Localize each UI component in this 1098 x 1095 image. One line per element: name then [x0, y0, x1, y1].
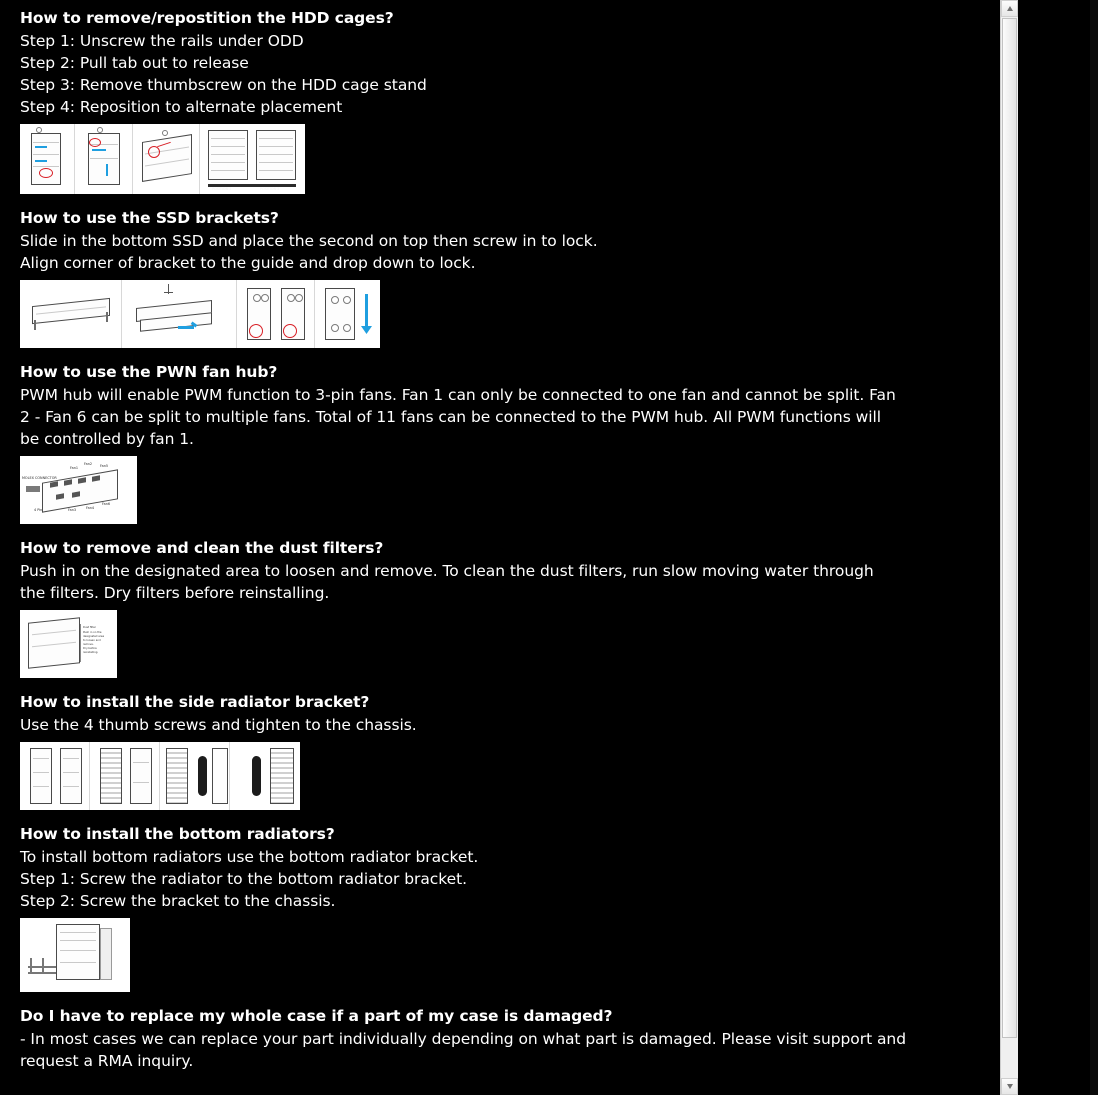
answer-line: Step 2: Pull tab out to release [20, 54, 249, 72]
scroll-down-arrow-icon [1007, 1084, 1013, 1089]
answer-line: Use the 4 thumb screws and tighten to the chassis. [20, 716, 417, 734]
bottom-radiator-diagram [20, 918, 130, 992]
scroll-down-button[interactable] [1001, 1078, 1018, 1095]
figure-label: Fan2 [84, 462, 93, 466]
figure-label: MOLEX CONNECTOR [22, 476, 57, 480]
faq-answer [20, 1028, 970, 1072]
right-black-panel [1018, 0, 1098, 1095]
right-edge-strip [1090, 0, 1098, 1095]
figure-label: Fan6 [102, 502, 111, 506]
figure-label: POSITION 1 [212, 187, 232, 191]
answer-line: Step 4: Reposition to alternate placement [20, 98, 343, 116]
faq-question: How to use the SSD brackets? [20, 209, 279, 227]
scroll-up-arrow-icon [1007, 6, 1013, 11]
figure-label: Fan5 [100, 464, 109, 468]
faq-item-ssd-brackets [20, 208, 1000, 348]
answer-line: Step 1: Unscrew the rails under ODD [20, 32, 304, 50]
faq-question: How to remove and clean the dust filters? [20, 539, 384, 557]
hdd-cage-removal-diagram [20, 124, 305, 194]
faq-answer [20, 560, 970, 604]
faq-item-side-radiator-bracket [20, 692, 1000, 810]
figure-label: POSITION 2 [260, 187, 280, 191]
faq-question: How to install the bottom radiators? [20, 825, 335, 843]
diagram-panel [315, 280, 380, 348]
pwm-fan-hub-diagram [20, 456, 137, 524]
scroll-thumb[interactable] [1002, 18, 1017, 1038]
ssd-bracket-diagram [20, 280, 380, 348]
figure-label: Fan3 [68, 508, 77, 512]
answer-line: request a RMA inquiry. [20, 1052, 194, 1070]
diagram-panel [90, 742, 160, 810]
faq-answer [20, 714, 970, 736]
answer-line: Step 1: Screw the radiator to the bottom radiator bracket. [20, 870, 468, 888]
faq-answer [20, 30, 970, 118]
figure-label: 4 Pin [34, 508, 43, 512]
side-radiator-bracket-diagram [20, 742, 300, 810]
faq-answer [20, 230, 970, 274]
faq-question: How to use the PWN fan hub? [20, 363, 278, 381]
diagram-panel [75, 124, 133, 194]
diagram-panel [200, 124, 305, 194]
faq-question: How to remove/repostition the HDD cages? [20, 9, 394, 27]
answer-line: 2 - Fan 6 can be split to multiple fans. Total of 11 fans can be connected to the PWM hub. All PWM functions will [20, 408, 881, 426]
diagram-panel [20, 124, 75, 194]
answer-line: PWM hub will enable PWM function to 3-pin fans. Fan 1 can only be connected to one fan and cannot be split. Fan [20, 386, 896, 404]
faq-item-dust-filters [20, 538, 1000, 678]
answer-line: Slide in the bottom SSD and place the second on top then screw in to lock. [20, 232, 598, 250]
faq-question: Do I have to replace my whole case if a part of my case is damaged? [20, 1007, 613, 1025]
diagram-panel [230, 742, 300, 810]
diagram-panel [160, 742, 230, 810]
answer-line: the filters. Dry filters before reinstalling. [20, 584, 330, 602]
figure-label: Fan4 [86, 506, 95, 510]
faq-item-bottom-radiators [20, 824, 1000, 992]
faq-item-case-replacement [20, 1006, 1000, 1072]
faq-answer [20, 384, 970, 450]
dust-filter-diagram: Dust filter Push in on the designated area to loosen and remove. Dry before reinstalling. [20, 610, 117, 678]
vertical-scrollbar[interactable] [1000, 0, 1018, 1095]
scroll-up-button[interactable] [1001, 0, 1018, 17]
diagram-panel [133, 124, 200, 194]
faq-item-pwm-fan-hub [20, 362, 1000, 524]
faq-question: How to install the side radiator bracket? [20, 693, 370, 711]
answer-line: Step 2: Screw the bracket to the chassis. [20, 892, 336, 910]
diagram-panel [237, 280, 315, 348]
answer-line: be controlled by fan 1. [20, 430, 194, 448]
answer-line: Push in on the designated area to loosen and remove. To clean the dust filters, run slow moving water through [20, 562, 874, 580]
diagram-panel [20, 280, 122, 348]
answer-line: Align corner of bracket to the guide and drop down to lock. [20, 254, 476, 272]
diagram-panel [20, 742, 90, 810]
diagram-panel [122, 280, 237, 348]
answer-line: - In most cases we can replace your part individually depending on what part is damaged. Please visit support and [20, 1030, 906, 1048]
answer-line: Step 3: Remove thumbscrew on the HDD cage stand [20, 76, 427, 94]
faq-answer [20, 846, 970, 912]
figure-label: Fan1 [70, 466, 79, 470]
figure-label: Dust filter [83, 626, 96, 629]
faq-item-hdd-cages [20, 8, 1000, 194]
answer-line: To install bottom radiators use the bottom radiator bracket. [20, 848, 479, 866]
